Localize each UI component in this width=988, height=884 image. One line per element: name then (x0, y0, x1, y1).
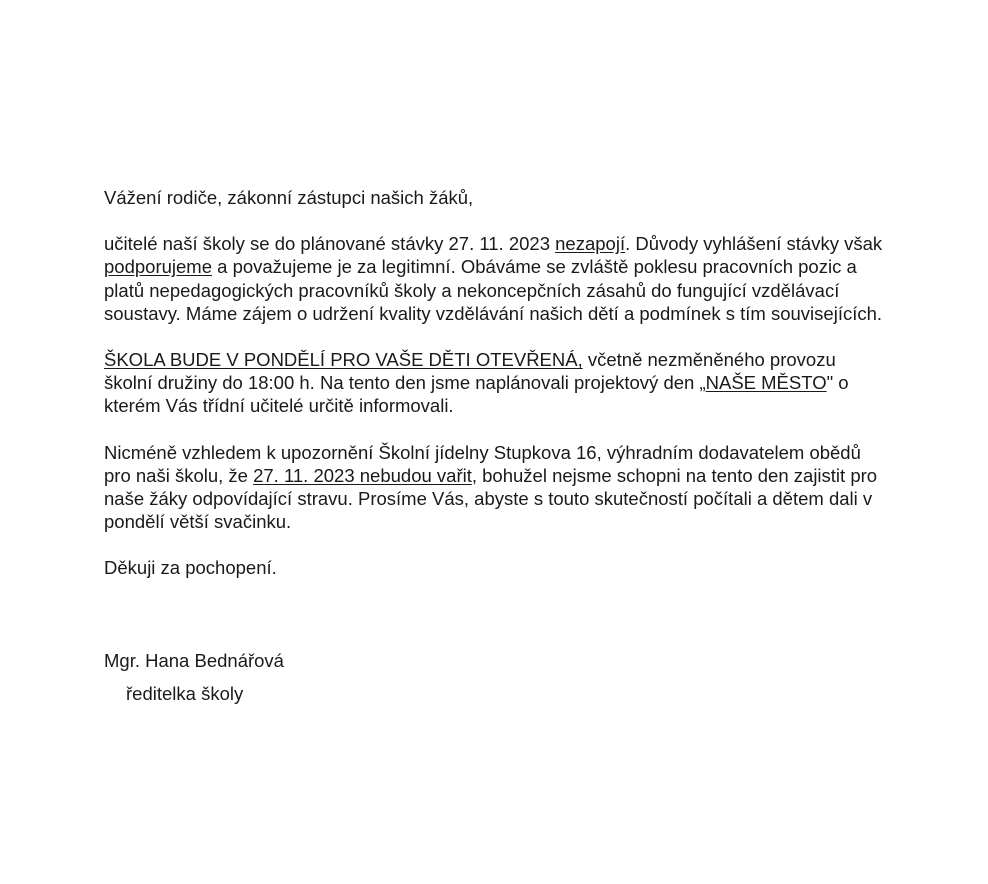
paragraph-text: , bohužel nejsme schopni na tento den zajistit pro naše žáky odpovídající stravu. Prosíme Vás, abyste s touto skutečností počítali a dětem dali v pondělí větší svačinku. (104, 464, 878, 533)
paragraph-strike-position (104, 232, 884, 325)
paragraph-text: . Důvody vyhlášení stávky však (625, 233, 883, 255)
paragraph-text: a považujeme je za legitimní. Obáváme se zvláště poklesu pracovních pozic a platů nepedagogických pracovníků školy a nekoncepčních zásahů do fungující vzdělávací soustavy. Máme zájem o udržení kvality vzdělávání našich dětí a podmínek s tím souvisejících. (104, 256, 883, 324)
paragraph-text: Nicméně vzhledem k upozornění Školní jídelny Stupkova 16, výhradním dodavatelem obědů pro naši školu, že (104, 441, 861, 486)
underlined-no-cooking: 27. 11. 2023 nebudou vařit (253, 464, 472, 486)
paragraph-canteen (104, 441, 884, 534)
paragraph-school-open (104, 348, 884, 418)
underlined-project-name: NAŠE MĚSTO (705, 372, 827, 394)
underlined-support: podporujeme (104, 256, 212, 278)
signature-role: ředitelka školy (126, 683, 244, 704)
underlined-school-open: ŠKOLA BUDE V PONDĚLÍ PRO VAŠE DĚTI OTEVŘENÁ, (104, 349, 583, 371)
signature-name: Mgr. Hana Bednářová (104, 650, 284, 671)
paragraph-text: učitelé naší školy se do plánované stávky 27. 11. 2023 (104, 233, 556, 255)
paragraph-text: včetně nezměněného provozu školní družiny do 18:00 h. Na tento den jsme naplánovali projektový den „ (104, 349, 836, 394)
underlined-not-joining: nezapojí (555, 233, 626, 255)
letter-body (104, 186, 884, 580)
closing-line: Děkuji za pochopení. (104, 557, 277, 579)
salutation: Vážení rodiče, zákonní zástupci našich žáků, (104, 187, 474, 208)
paragraph-text: " o kterém Vás třídní učitelé určitě informovali. (104, 372, 849, 417)
